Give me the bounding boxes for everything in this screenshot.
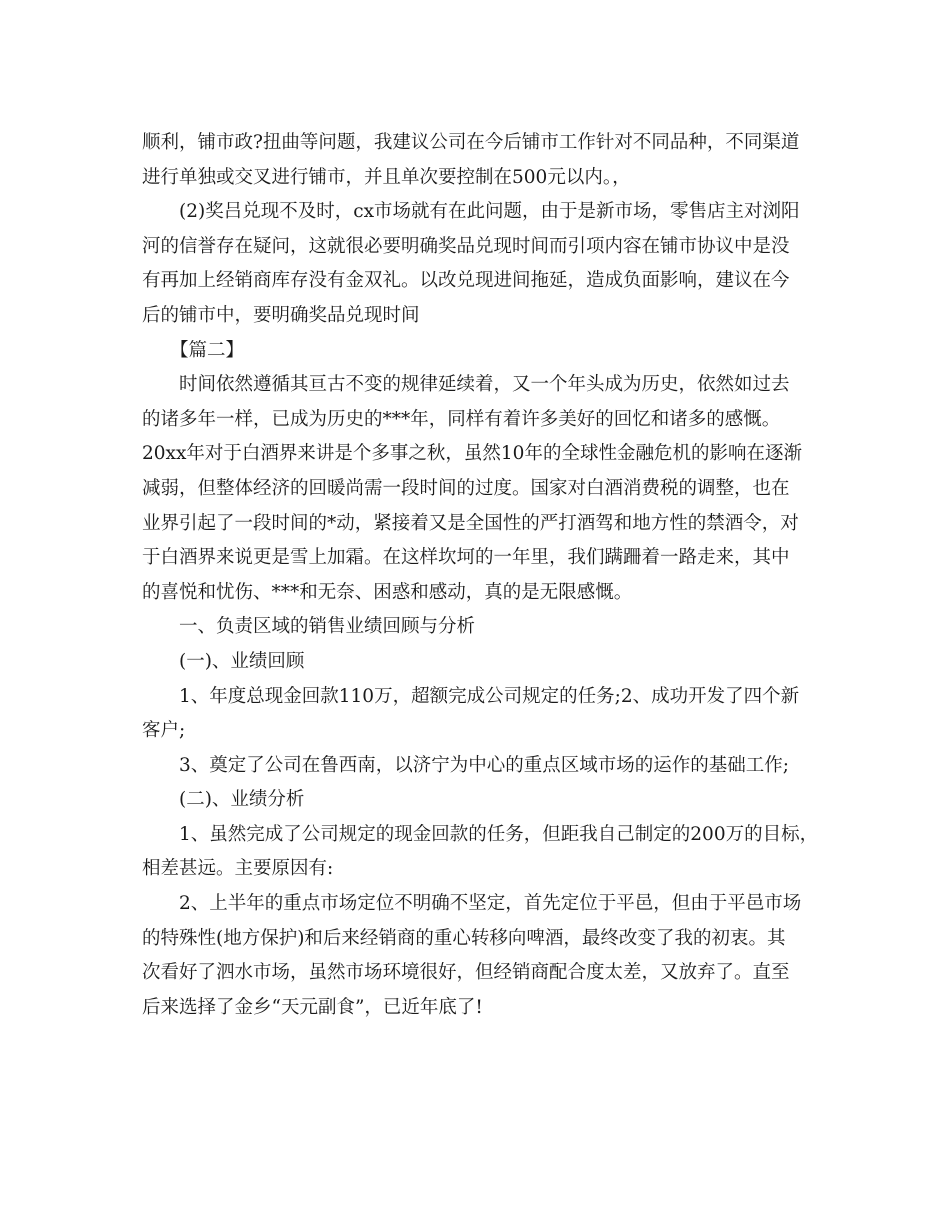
subsection-heading: (一)、业绩回顾 [179,650,305,672]
text-line: 减弱，但整体经济的回暖尚需一段时间的过度。国家对白酒消费税的调整，也在 [142,477,790,499]
text-line: 1、虽然完成了公司规定的现金回款的任务，但距我自己制定的200万的目标， [179,823,819,845]
text-line: (2)奖吕兑现不及时，cx市场就有在此问题，由于是新市场，零售店主对浏阳 [179,201,800,223]
text-line: 3、奠定了公司在鲁西南，以济宁为中心的重点区域市场的运作的基础工作; [179,754,790,776]
section-heading: 【篇二】 [170,339,245,361]
subsection-heading: (二)、业绩分析 [179,789,305,811]
text-line: 1、年度总现金回款110万，超额完成公司规定的任务;2、成功开发了四个新 [179,685,800,707]
text-line: 后的铺市中，要明确奖品兑现时间 [142,304,420,326]
text-line: 20xx年对于白酒界来讲是个多事之秋，虽然10年的全球性金融危机的影响在逐渐 [142,443,802,465]
subsection-heading: 一、负责区域的销售业绩回顾与分析 [179,616,476,638]
text-line: 相差甚远。主要原因有: [142,858,334,880]
text-line: 的喜悦和忧伤、***和无奈、困惑和感动，真的是无限感慨。 [142,581,633,603]
text-line: 于白酒界来说更是雪上加霜。在这样坎坷的一年里，我们蹒跚着一路走来，其中 [142,547,790,569]
text-line: 的特殊性(地方保护)和后来经销商的重心转移向啤酒，最终改变了我的初衷。其 [142,927,786,949]
text-line: 河的信誉存在疑问，这就很必要明确奖品兑现时间而引项内容在铺市协议中是没 [142,235,790,257]
text-line: 2、上半年的重点市场定位不明确不坚定，首先定位于平邑，但由于平邑市场 [179,893,802,915]
text-line: 顺利，铺市政?扭曲等问题，我建议公司在今后铺市工作针对不同品种，不同渠道 [142,132,800,153]
text-line: 有再加上经销商库存没有金双礼。以改兑现进间拖延，造成负面影响，建议在今 [142,270,790,292]
text-line: 客户; [142,720,186,742]
text-line: 时间依然遵循其亘古不变的规律延续着，又一个年头成为历史，依然如过去 [179,374,790,396]
document-body [142,126,819,1025]
text-line: 次看好了泗水市场，虽然市场环境很好，但经销商配合度太差，又放弃了。直至 [142,962,790,984]
text-line: 进行单独或交叉进行铺市，并且单次要控制在500元以内。， [142,166,631,188]
text-line: 后来选择了金乡“天元副食”，已近年底了! [142,996,483,1018]
text-line: 业界引起了一段时间的*动，紧接着又是全国性的严打酒驾和地方性的禁酒令，对 [142,512,799,534]
text-line: 的诸多年一样，已成为历史的***年，同样有着许多美好的回忆和诸多的感慨。 [142,408,781,430]
